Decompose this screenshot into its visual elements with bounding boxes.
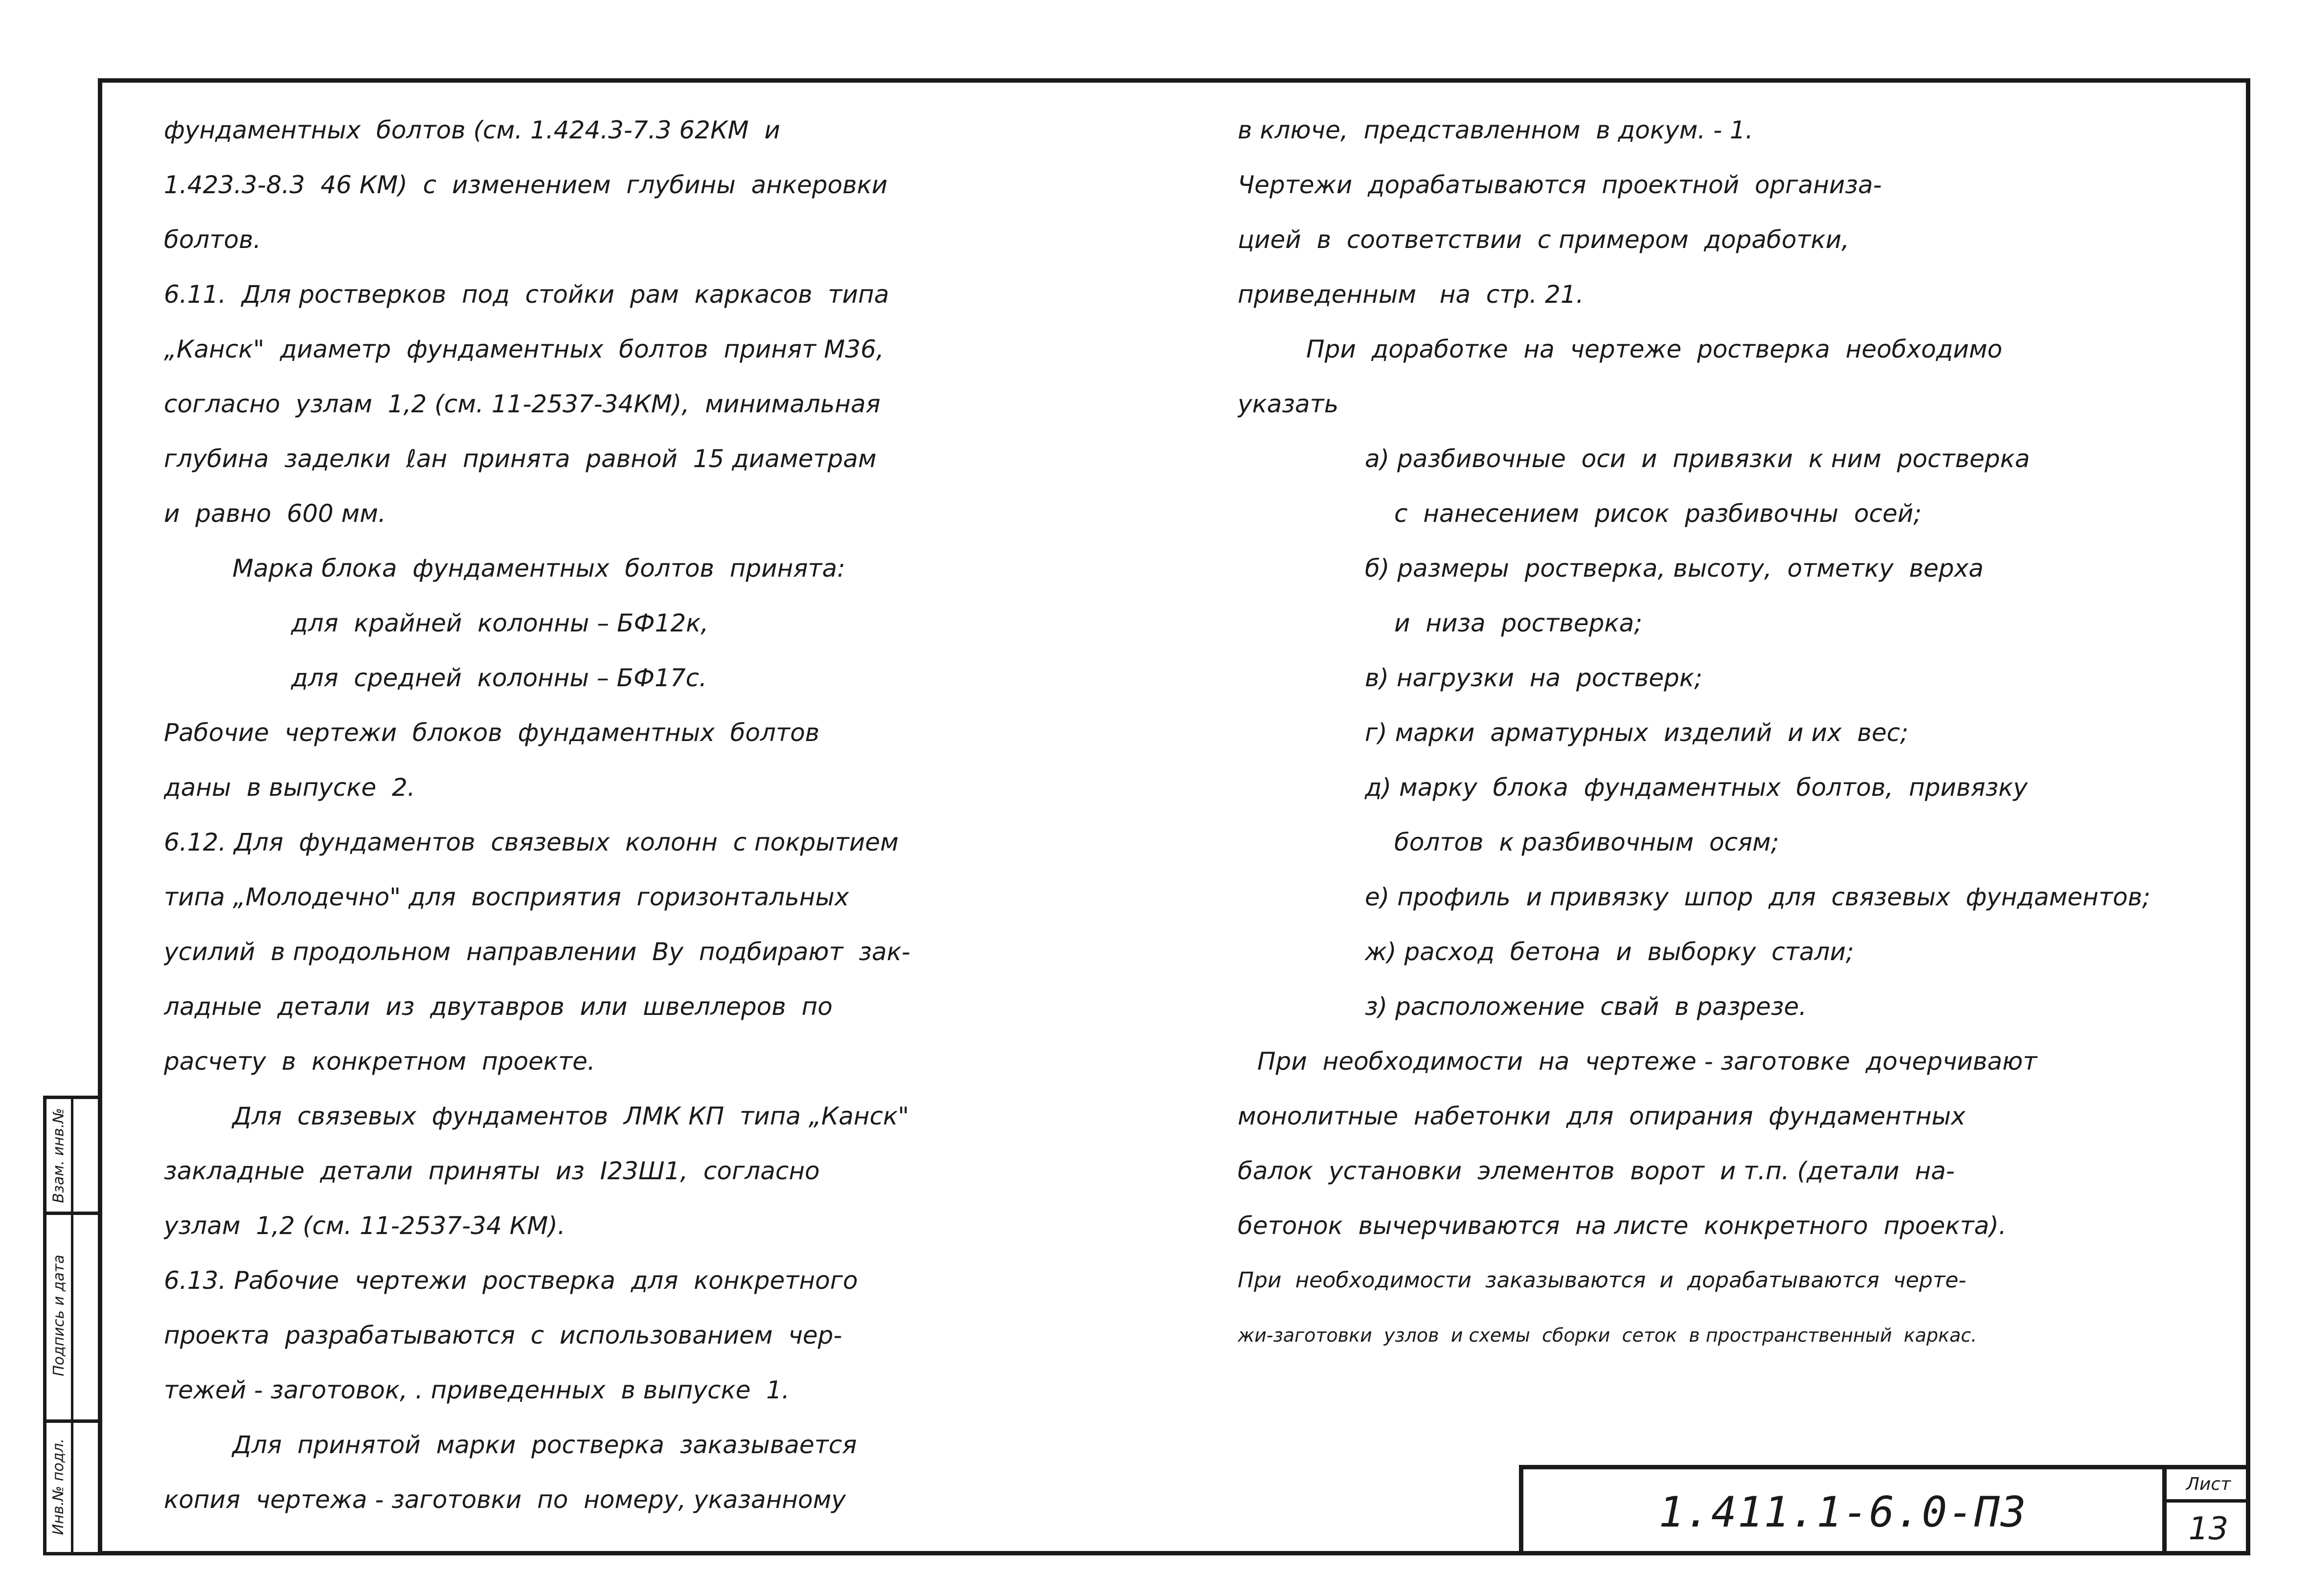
text-line: ладные детали из двутавров или швеллеров по: [164, 992, 833, 1021]
text-line: проекта разрабатываются с использованием чер-: [164, 1321, 842, 1349]
list-item: а) разбивочные оси и привязки к ним ростверка: [1365, 445, 2030, 473]
text-line: Для связевых фундаментов ЛМК КП типа „Канск": [232, 1102, 909, 1130]
text-line: в ключе, представленном в докум. - 1.: [1238, 116, 1753, 144]
right-text-column: [1238, 103, 2216, 1363]
text-line: согласно узлам 1,2 (см. 11-2537-34КМ), минимальная: [164, 390, 881, 418]
list-item: г) марки арматурных изделий и их вес;: [1365, 719, 1908, 747]
list-item: б) размеры ростверка, высоту, отметку верха: [1365, 554, 1984, 583]
text-line: 6.11. Для ростверков под стойки рам каркасов типа: [164, 280, 889, 309]
document-code: 1.411.1-6.0-ПЗ: [1523, 1469, 2167, 1555]
text-line: для средней колонны – БФ17с.: [291, 664, 707, 692]
text-line: „Канск" диаметр фундаментных болтов принят М36,: [164, 335, 884, 363]
list-item: ж) расход бетона и выборку стали;: [1365, 938, 1854, 966]
left-text-column: [164, 103, 1093, 1527]
text-line: Рабочие чертежи блоков фундаментных болтов: [164, 719, 820, 747]
text-line: болтов.: [164, 225, 261, 254]
stamp-field-label: Взам. инв.№: [50, 1107, 68, 1203]
text-line: фундаментных болтов (см. 1.424.3-7.3 62КМ и: [164, 116, 780, 144]
text-line: приведенным на стр. 21.: [1238, 280, 1584, 309]
list-item-continuation: болтов к разбивочным осям;: [1394, 828, 1779, 856]
text-line: Для принятой марки ростверка заказывается: [232, 1431, 857, 1459]
text-line: Марка блока фундаментных болтов принята:: [232, 554, 846, 583]
list-item: е) профиль и привязку шпор для связевых фундаментов;: [1365, 883, 2151, 911]
text-line: тежей - заготовок, . приведенных в выпуске 1.: [164, 1376, 790, 1404]
text-line: жи-заготовки узлов и схемы сборки сеток в пространственный каркас.: [1238, 1325, 1977, 1346]
stamp-field-label: Подпись и дата: [50, 1255, 68, 1376]
text-line: 1.423.3-8.3 46 КМ) с изменением глубины анкеровки: [164, 171, 888, 199]
text-line: закладные детали приняты из I23Ш1, согласно: [164, 1157, 820, 1185]
title-block: [1519, 1465, 2250, 1555]
text-line: усилий в продольном направлении Ву подбирают зак-: [164, 938, 910, 966]
text-line: 6.13. Рабочие чертежи ростверка для конкретного: [164, 1266, 858, 1295]
text-line: и равно 600 мм.: [164, 499, 386, 528]
text-line: балок установки элементов ворот и т.п. (детали на-: [1238, 1157, 1955, 1185]
text-line: даны в выпуске 2.: [164, 773, 415, 802]
list-item: з) расположение свай в разрезе.: [1365, 992, 1807, 1021]
text-line: для крайней колонны – БФ12к,: [291, 609, 709, 637]
text-line: глубина заделки ℓан принята равной 15 диаметрам: [164, 445, 877, 473]
text-line: При доработке на чертеже ростверка необходимо: [1306, 335, 2003, 363]
text-line: 6.12. Для фундаментов связевых колонн с покрытием: [164, 828, 899, 856]
list-item-continuation: с нанесением рисок разбивочны осей;: [1394, 499, 1922, 528]
list-item: д) марку блока фундаментных болтов, привязку: [1365, 773, 2028, 802]
text-line: монолитные набетонки для опирания фундаментных: [1238, 1102, 1966, 1130]
text-line: типа „Молодечно" для восприятия горизонтальных: [164, 883, 849, 911]
list-item: в) нагрузки на ростверк;: [1365, 664, 1702, 692]
text-line: При необходимости заказываются и дорабатываются черте-: [1238, 1268, 1967, 1293]
list-item-continuation: и низа ростверка;: [1394, 609, 1643, 637]
sheet-number: 13: [2188, 1511, 2229, 1547]
text-line: При необходимости на чертеже - заготовке дочерчивают: [1257, 1047, 2037, 1076]
text-line: Чертежи дорабатываются проектной организа-: [1238, 171, 1882, 199]
sheet-label: Лист: [2167, 1469, 2250, 1503]
text-line: расчету в конкретном проекте.: [164, 1047, 595, 1076]
side-stamp: [43, 1096, 98, 1555]
text-line: указать: [1238, 390, 1339, 418]
text-line: бетонок вычерчиваются на листе конкретного проекта).: [1238, 1212, 2007, 1240]
stamp-divider: [71, 1099, 73, 1552]
stamp-field-label: Инв.№ подл.: [50, 1438, 68, 1535]
text-line: копия чертежа - заготовки по номеру, указанному: [164, 1485, 846, 1514]
text-line: цией в соответствии с примером доработки,: [1238, 225, 1850, 254]
text-line: узлам 1,2 (см. 11-2537-34 КМ).: [164, 1212, 566, 1240]
